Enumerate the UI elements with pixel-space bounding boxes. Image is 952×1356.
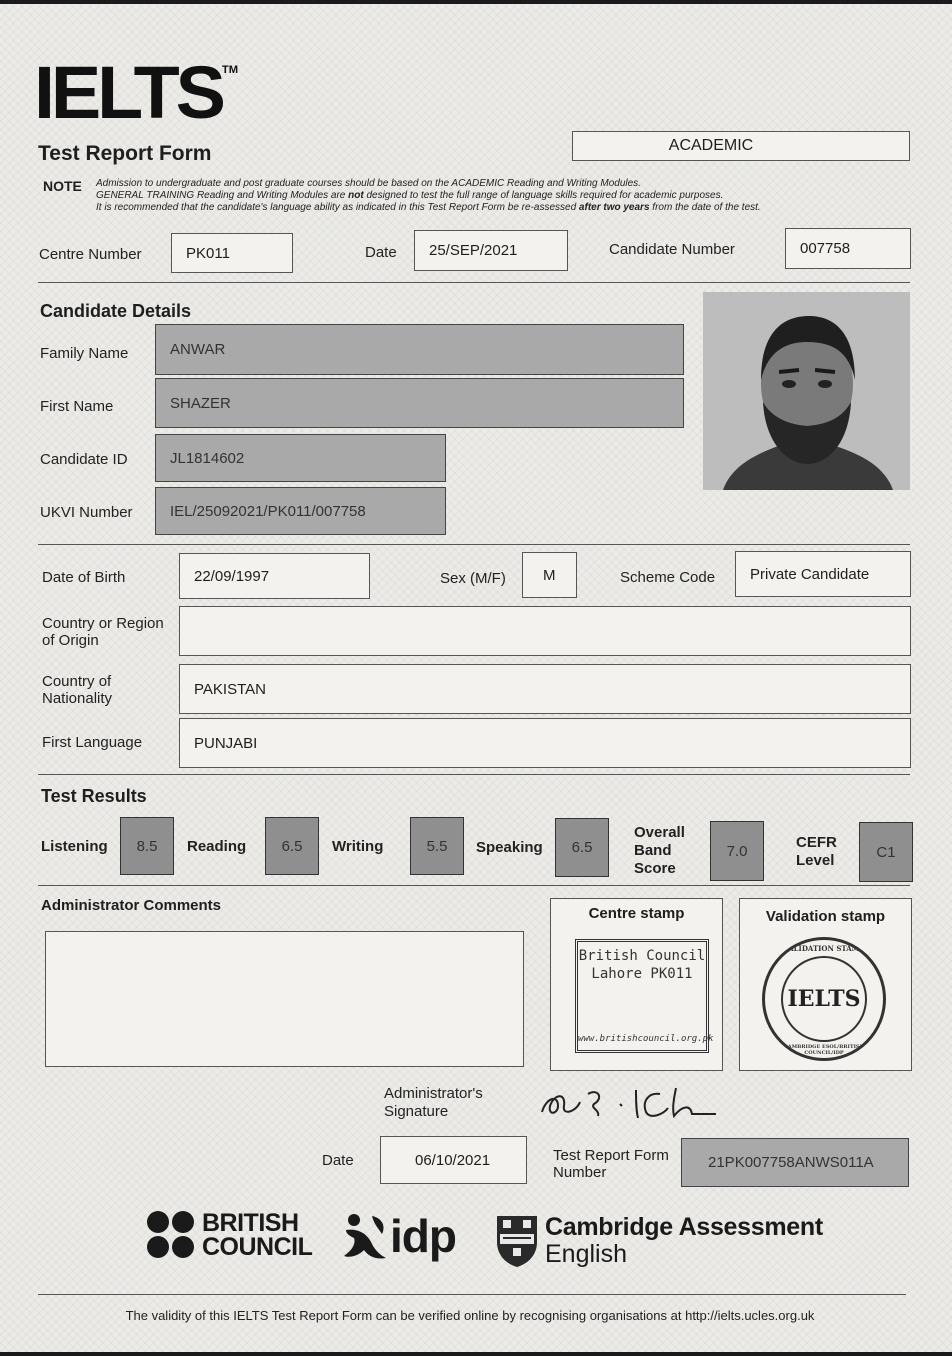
candidate-details-title: Candidate Details xyxy=(40,301,192,321)
divider xyxy=(38,282,910,283)
speaking-score: 6.5 xyxy=(555,818,609,877)
validation-stamp-box xyxy=(739,898,912,1071)
speaking-label: Speaking xyxy=(476,839,543,856)
cambridge-logo xyxy=(495,1214,823,1268)
centre-number-field: PK011 xyxy=(171,233,293,273)
seal-bottom-text: CAMBRIDGE ESOL/BRITISH COUNCIL/IDP xyxy=(783,1044,865,1056)
module-box xyxy=(572,131,910,161)
sex-label: Sex (M/F) xyxy=(440,570,506,587)
admin-date-label: Date xyxy=(322,1152,354,1169)
candidate-number-label: Candidate Number xyxy=(609,241,735,258)
note-text xyxy=(96,178,856,214)
family-name-field: ANWAR xyxy=(155,324,684,375)
note-line-1: Admission to undergraduate and post graduate courses should be based on the ACADEMIC Reading and Writing Modules. xyxy=(96,178,641,189)
admin-date-field: 06/10/2021 xyxy=(380,1136,527,1184)
scheme-code-field: Private Candidate xyxy=(735,551,911,597)
listening-label: Listening xyxy=(41,838,108,855)
first-language-label: First Language xyxy=(42,734,143,751)
cambridge-crest-icon xyxy=(495,1214,539,1268)
centre-number-label: Centre Number xyxy=(39,246,142,263)
seal-center-text: IELTS xyxy=(787,986,861,1012)
trf-number-label: Test Report Form Number xyxy=(553,1147,669,1181)
validation-seal xyxy=(762,937,886,1061)
writing-label: Writing xyxy=(332,838,384,855)
first-name-field: SHAZER xyxy=(155,378,684,428)
candidate-number-field: 007758 xyxy=(785,228,911,269)
footer-divider xyxy=(38,1294,906,1295)
ukvi-number-field: IEL/25092021/PK011/007758 xyxy=(155,487,446,535)
dob-field: 22/09/1997 xyxy=(179,553,370,599)
ukvi-number-label: UKVI Number xyxy=(40,504,133,521)
idp-logo xyxy=(342,1212,456,1260)
cefr-level-score: C1 xyxy=(859,822,913,882)
signature xyxy=(536,1080,726,1124)
overall-band-label: Overall Band Score xyxy=(634,824,685,877)
dob-label: Date of Birth xyxy=(42,569,126,586)
form-title: Test Report Form xyxy=(38,142,212,165)
idp-wordmark: idp xyxy=(390,1210,456,1262)
idp-figure-icon xyxy=(342,1212,388,1260)
divider xyxy=(38,544,910,545)
overall-band-score: 7.0 xyxy=(710,821,764,881)
first-name-label: First Name xyxy=(40,398,114,415)
british-council-dots-icon xyxy=(146,1210,196,1260)
centre-stamp-label: Centre stamp xyxy=(588,905,685,922)
centre-stamp: British Council Lahore PK011 www.britishcouncil.org.pk xyxy=(575,939,709,1053)
british-council-wordmark: BRITISH COUNCIL xyxy=(202,1209,313,1261)
cambridge-wordmark: Cambridge Assessment English xyxy=(545,1213,823,1268)
admin-comments-label: Administrator Comments xyxy=(41,897,222,914)
candidate-photo xyxy=(703,292,910,490)
test-date-field: 25/SEP/2021 xyxy=(414,230,568,271)
test-results-title: Test Results xyxy=(41,786,147,806)
cefr-level-label: CEFR Level xyxy=(796,834,837,869)
note-line-2: GENERAL TRAINING Reading and Writing Modules are not designed to test the full range of language skills required for academic purposes. xyxy=(96,190,724,201)
first-language-field: PUNJABI xyxy=(179,718,911,768)
divider xyxy=(38,774,910,775)
british-council-logo xyxy=(146,1210,312,1260)
scheme-code-label: Scheme Code xyxy=(620,569,716,586)
test-report-form xyxy=(0,4,952,1352)
nationality-field: PAKISTAN xyxy=(179,664,911,714)
centre-stamp-box xyxy=(550,898,723,1071)
candidate-id-label: Candidate ID xyxy=(40,451,128,468)
seal-top-text: VALIDATION STAMP xyxy=(783,944,865,953)
reading-score: 6.5 xyxy=(265,817,319,875)
admin-comments-box xyxy=(45,931,524,1067)
module-value: ACADEMIC xyxy=(668,137,754,154)
sex-field: M xyxy=(522,552,577,598)
trf-number-field: 21PK007758ANWS011A xyxy=(681,1138,909,1187)
note-label: NOTE xyxy=(43,178,82,194)
nationality-label: Country of Nationality xyxy=(42,673,113,707)
ielts-logo: IELTS™ xyxy=(33,51,239,134)
signature-label: Administrator's Signature xyxy=(384,1085,483,1120)
date-label: Date xyxy=(365,244,397,261)
family-name-label: Family Name xyxy=(40,345,129,362)
reading-label: Reading xyxy=(187,838,247,855)
origin-field xyxy=(179,606,911,656)
candidate-id-field: JL1814602 xyxy=(155,434,446,482)
listening-score: 8.5 xyxy=(120,817,174,875)
candidate-photo-portrait xyxy=(703,292,910,490)
validation-stamp-label: Validation stamp xyxy=(765,908,886,925)
origin-label: Country or Region of Origin xyxy=(42,615,164,649)
note-line-3: It is recommended that the candidate's language ability as indicated in this Test Report Form be re-assessed after two years from the date of the test. xyxy=(96,202,761,213)
validity-text: The validity of this IELTS Test Report Form can be verified online by recognising organisations at http://ielts.ucles.org.uk xyxy=(125,1308,815,1323)
writing-score: 5.5 xyxy=(410,817,464,875)
divider xyxy=(38,885,910,886)
